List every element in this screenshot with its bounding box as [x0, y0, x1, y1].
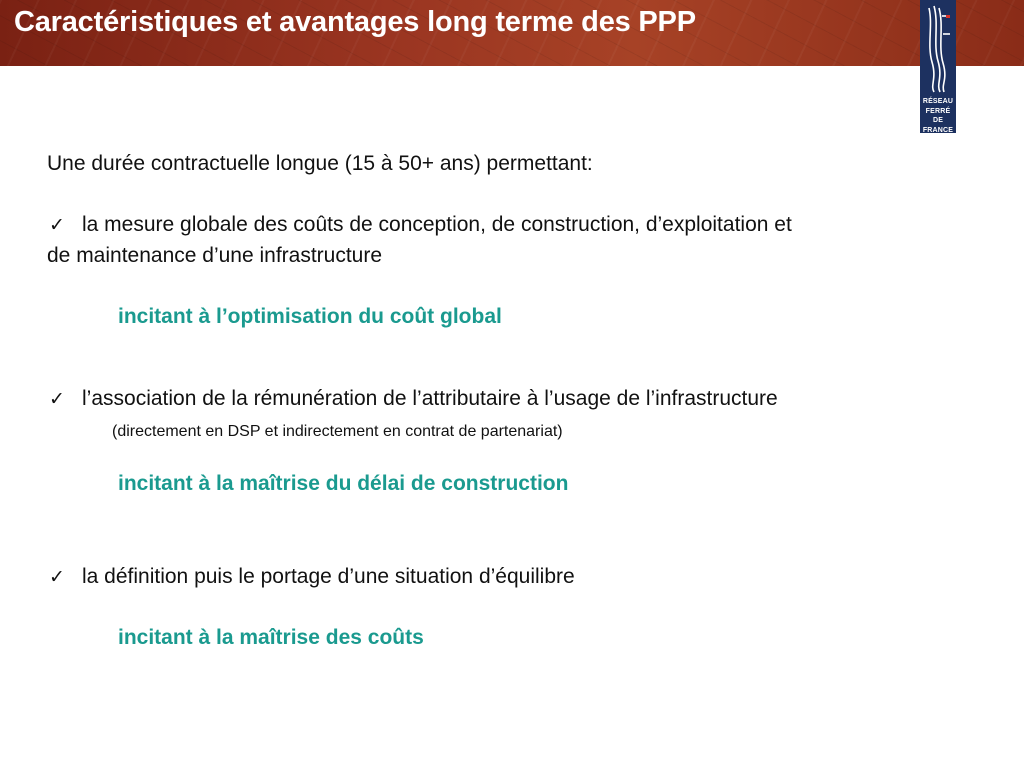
- item-2-note: (directement en DSP et indirectement en contrat de partenariat): [112, 423, 563, 440]
- item-1-benefit: incitant à l’optimisation du coût global: [118, 305, 502, 328]
- item-1-text-continued: de maintenance d’une infrastructure: [47, 244, 383, 267]
- rff-logo: [920, 0, 956, 133]
- item-2-text: l’association de la rémunération de l’attributaire à l’usage de l’infrastructure: [82, 387, 778, 410]
- checkmark-icon: ✓: [49, 388, 65, 410]
- checkmark-icon: ✓: [49, 214, 65, 236]
- intro-text: Une durée contractuelle longue (15 à 50+ ans) permettant:: [47, 152, 593, 175]
- item-2-benefit: incitant à la maîtrise du délai de construction: [118, 472, 569, 495]
- item-3-benefit: incitant à la maîtrise des coûts: [118, 626, 424, 649]
- checkmark-icon: ✓: [49, 566, 65, 588]
- title-bar: [0, 0, 1024, 66]
- slide-title: Caractéristiques et avantages long terme des PPP: [14, 6, 696, 38]
- item-3-text: la définition puis le portage d’une situation d’équilibre: [82, 565, 575, 588]
- rff-logo-icon: [920, 0, 956, 95]
- logo-wordmark: RÉSEAU FERRÉ DE FRANCE: [922, 98, 954, 134]
- item-1-text: la mesure globale des coûts de conception, de construction, d’exploitation et: [82, 213, 792, 236]
